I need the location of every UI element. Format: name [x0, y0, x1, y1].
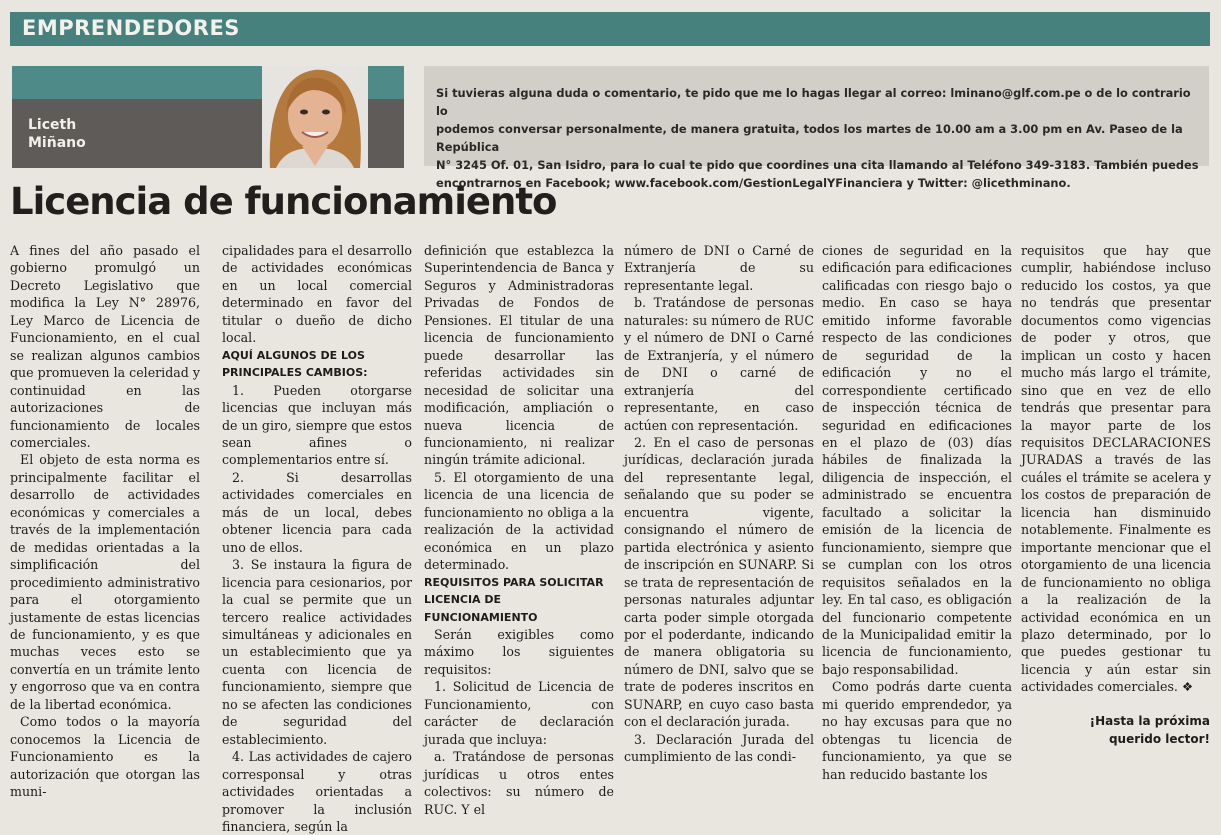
contact-line: N° 3245 Of. 01, San Isidro, para lo cual te pido que coordines una cita llamando al Teléfono 349-3183. También puedes [436, 158, 1199, 172]
paragraph: Como podrás darte cuenta mi querido emprendedor, ya no hay excusas para que no obtengas tu licencia de funcionamiento, ya que se han reducido bastante los [822, 679, 1012, 782]
list-item: 2. En el caso de personas jurídicas, declaración jurada del representante legal, señalando que su poder se encuentra vigente, consignando el número de partida electrónica y asiento de inscripción en SUNARP. Si se trata de representación de personas naturales adjuntar carta poder simple otorgada por el poderdante, indicando de manera obligatoria su número de DNI, salvo que se trate de poderes inscritos en SUNARP, en cuyo caso basta con el declaración jurada. [624, 434, 814, 730]
list-item: 5. El otorgamiento de una licencia de una licencia de funcionamiento no obliga a la realización de la actividad económica en un plazo determinado. [424, 469, 614, 573]
paragraph: Serán exigibles como máximo los siguientes requisitos: [424, 626, 614, 677]
article-column-1 [10, 242, 200, 801]
signoff-line: querido lector! [1108, 732, 1210, 746]
paragraph: ciones de seguridad en la edificación para edificaciones calificadas con riesgo bajo o medio. En caso se haya emitido informe favorable respecto de las condiciones de seguridad de la edificación y no el correspondiente certificado de inspección técnica de seguridad en edificaciones en el plazo de (03) días hábiles de finalizada la diligencia de inspección, el administrado se encuentra facultado a solicitar la emisión de la licencia de funcionamiento, siempre que se cumplan con los otros requisitos señalados en la ley. En tal caso, es obligación del funcionario competente de la Municipalidad emitir la licencia de funcionamiento, bajo responsabilidad. [822, 243, 1012, 677]
list-item: 3. Declaración Jurada del cumplimiento de las condi- [624, 731, 814, 765]
list-item: b. Tratándose de personas naturales: su número de RUC y el número de DNI o Carné de Extranjería, y el número de DNI o carné de extranjería del representante, en caso actúen con representación. [624, 295, 814, 433]
paragraph: Como todos o la mayoría conocemos la Licencia de Funcionamiento es la autorización que otorgan las muni- [10, 714, 200, 800]
contact-line: encontrarnos en Facebook; www.facebook.com/GestionLegalYFinanciera y Twitter: @licethminano. [436, 176, 1071, 190]
contact-line: podemos conversar personalmente, de manera gratuita, todos los martes de 10.00 am a 3.00 pm en Av. Paseo de la República [436, 122, 1183, 154]
list-item: 4. Las actividades de cajero corresponsal y otras actividades orientadas a promover la inclusión financiera, según la [222, 749, 412, 834]
author-last-name: Miñano [28, 135, 86, 151]
section-title: EMPRENDEDORES [22, 16, 240, 40]
list-item: 1. Pueden otorgarse licencias que incluyan más de un giro, siempre que estos sean afines o complementarios entre sí. [222, 382, 412, 468]
signoff-line: ¡Hasta la próxima [1089, 714, 1210, 728]
paragraph: cipalidades para el desarrollo de actividades económicas en un local comercial determinado en favor del titular o dueño de dicho local. [222, 243, 412, 346]
article-column-4 [624, 242, 814, 766]
signoff [1050, 712, 1210, 748]
article-headline: Licencia de funcionamiento [10, 180, 557, 223]
author-name [28, 116, 86, 152]
article-column-5 [822, 242, 1012, 783]
contact-text [436, 84, 1206, 192]
list-item: 1. Solicitud de Licencia de Funcionamiento, con carácter de declaración jurada que incluya: [424, 679, 614, 747]
contact-line: Si tuvieras alguna duda o comentario, te pido que me lo hagas llegar al correo: lminano@glf.com.pe o de lo contrario lo [436, 86, 1191, 118]
list-item: a. Tratándose de personas jurídicas u otros entes colectivos: su número de RUC. Y el [424, 749, 614, 817]
subheading: AQUÍ ALGUNOS DE LOS PRINCIPALES CAMBIOS: [222, 348, 368, 380]
paragraph: A fines del año pasado el gobierno promulgó un Decreto Legislativo que modifica la Ley N° 28976, Ley Marco de Licencia de Funcionamiento, en el cual se realizan algunos cambios que promueven la celeridad y continuidad en las autorizaciones de funcionamiento de locales comerciales. [10, 243, 200, 450]
paragraph: El objeto de esta norma es principalmente facilitar el desarrollo de actividades económicas y comerciales a través de la implementación de medidas orientadas a la simplificación del procedimiento administrativo para el otorgamiento justamente de estas licencias de funcionamiento, y es que muchas veces esto se convertía en un trámite lento y engorroso que va en contra de la libertad económica. [10, 452, 200, 712]
paragraph: requisitos que hay que cumplir, habiéndose incluso reducido los costos, ya que no tendrás que presentar documentos como vigencias de poder y otros, que implican un costo y hacen mucho más largo el trámite, sino que en vez de ello tendrás que presentar para la mayor parte de los requisitos DECLARACIONES JURADAS a través de las cuáles el trámite se acelera y los costos de preparación de licencia han disminuido notablemente. Finalmente es importante mencionar que el otorgamiento de una licencia de funcionamiento no obliga a la realización de la actividad económica en un plazo determinado, por lo que puedes gestionar tu licencia y aún estar sin actividades comerciales. ❖ [1021, 243, 1211, 695]
paragraph: número de DNI o Carné de Extranjería de su representante legal. [624, 243, 814, 293]
list-item: 3. Se instaura la figura de licencia para cesionarios, por la cual se permite que un tercero realice actividades simultáneas y adicionales en un establecimiento que ya cuenta con licencia de funcionamiento, siempre que no se afecten las condiciones de seguridad del establecimiento. [222, 557, 412, 747]
article-column-6 [1021, 242, 1211, 696]
list-item: 2. Si desarrollas actividades comerciales en más de un local, debes obtener licencia para cada uno de ellos. [222, 469, 412, 555]
subheading: REQUISITOS PARA SOLICITAR LICENCIA DE FUNCIONAMIENTO [424, 575, 604, 624]
article-column-3 [424, 242, 614, 818]
author-first-name: Liceth [28, 117, 77, 133]
paragraph: definición que establezca la Superintendencia de Banca y Seguros y Administradoras Privadas de Fondos de Pensiones. El titular de una licencia de funcionamiento puede desarrollar las referidas actividades sin necesidad de solicitar una modificación, ampliación o nueva licencia de funcionamiento, ni realizar ningún trámite adicional. [424, 243, 614, 468]
article-column-2 [222, 242, 412, 835]
author-photo [262, 66, 368, 168]
